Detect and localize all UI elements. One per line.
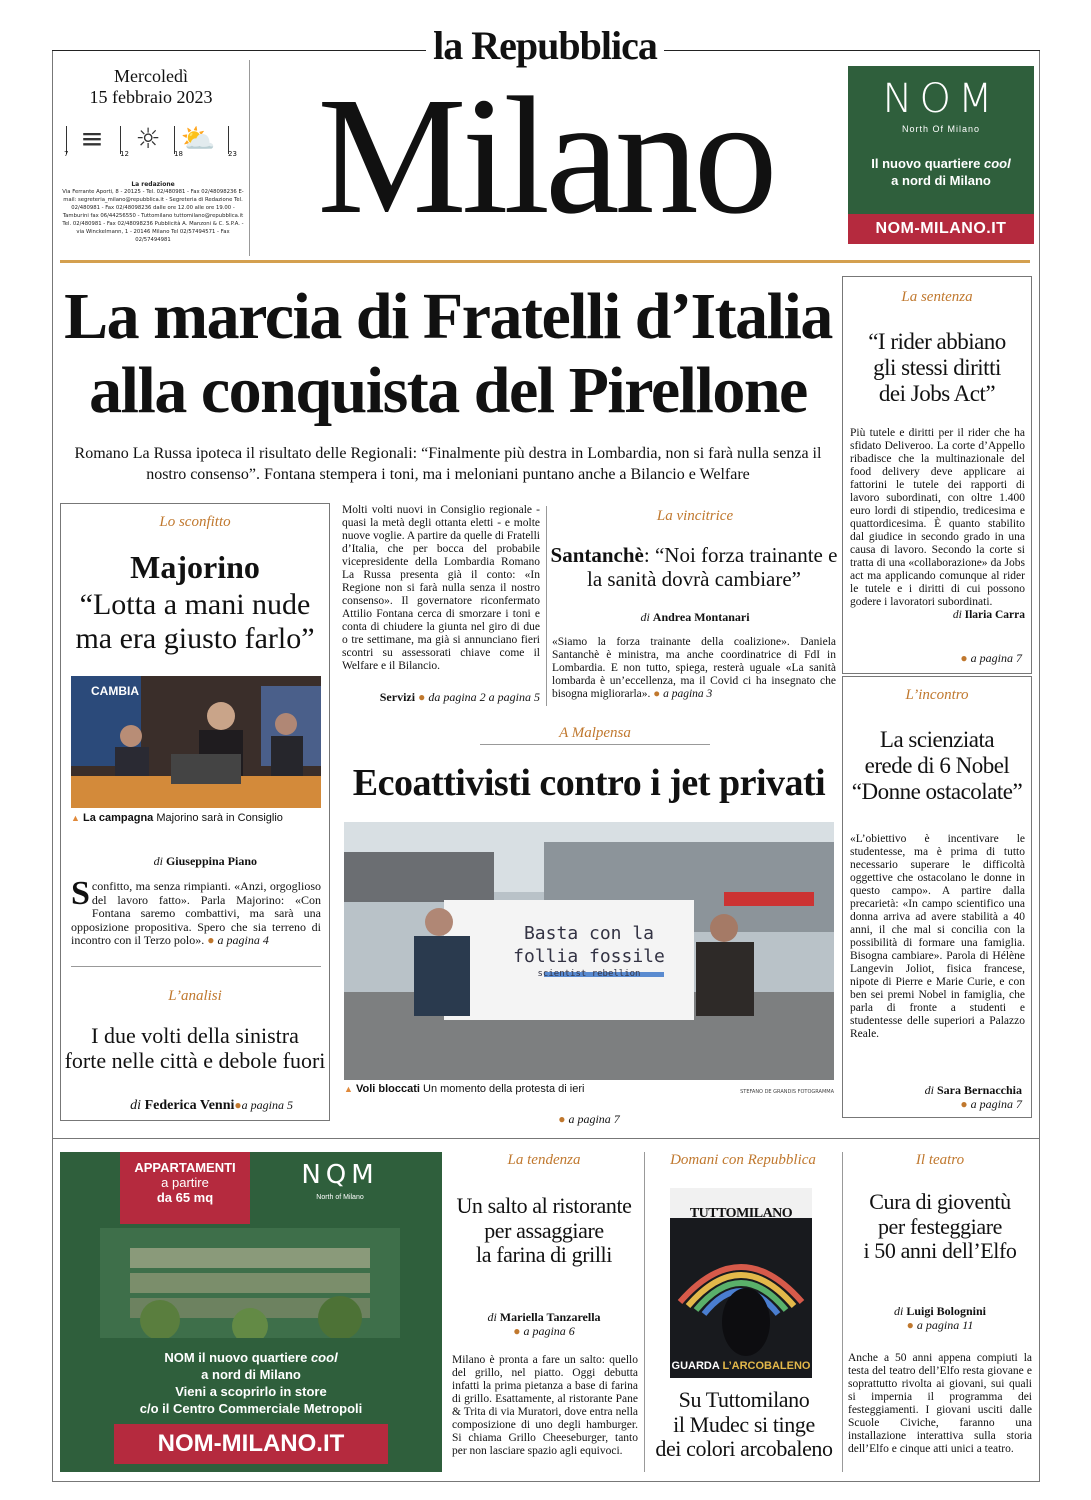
lead-body: Molti volti nuovi in Consiglio regionale - quasi la metà degli ottanta eletti - e molte nuove voglie. A partire da quelle di Fratelli d’Italia, che per bocca del probabile vicepresidente della Lombardia Romano La Russa presenta già il conto: «In Regione non si farà nulla senza il nostro consenso». Il governatore riconfermato Attilio Fontana cerca di smorzare i toni e conta di chiudere la giunta nel giro di due o tre settimane, ma già si annunciano fieri scontri su assessorati chiave come il Welfare e il Bilancio. <box>342 504 541 672</box>
banner-line: follia fossile <box>513 946 665 968</box>
ad-logo-sub: North Of Milano <box>901 124 981 134</box>
sconfitto-quote[interactable] <box>61 588 329 655</box>
sentenza-title[interactable] <box>843 329 1031 406</box>
sconfitto-body-text: confitto, ma senza rimpianti. «Anzi, orgoglioso del lavoro fatto». Parla Majorino: «Con Fontana saremo combattivi, ma sarà una opposizione propositiva. Spero che sia terreno di incontro con il Terzo polo». <box>71 879 321 948</box>
tendenza-body: Milano è pronta a fare un salto: quello del grillo, nel piatto. Oggi debutta infatti la prima pietanza a base di farina di grillo. Esattamente, al ristorante Pane & Trita di via Muratori, dove entra nella composizione di uno degli hamburger. Si chiama Grillo Cheeseburger, tanto per non lasciare spazio agli equivoci. <box>452 1354 638 1457</box>
lead-headline-line: La marcia di Fratelli d’Italia <box>64 280 832 353</box>
sconfitto-body <box>71 875 321 948</box>
page-ref-text: a pagina 7 <box>970 1097 1022 1111</box>
column-divider <box>249 60 250 256</box>
page-ref-text: da pagina 2 a pagina 5 <box>428 690 540 704</box>
title-line: erede di 6 Nobel <box>864 752 1010 778</box>
lead-servizi <box>342 690 540 705</box>
caption-triangle-icon: ▲ <box>71 813 80 823</box>
weather-strip <box>62 122 244 162</box>
vincitrice-title[interactable] <box>548 544 840 591</box>
domani-title[interactable] <box>646 1388 842 1462</box>
weather-temp: 18 <box>174 150 183 158</box>
byline-di: di <box>924 1083 934 1097</box>
lead-headline-line: alla conquista del Pirellone <box>89 353 807 427</box>
dropcap: S <box>71 875 90 912</box>
brand-logo: la Repubblica <box>433 23 657 68</box>
kicker-rule <box>480 744 710 745</box>
tendenza-page[interactable] <box>450 1324 638 1339</box>
teatro-kicker: Il teatro <box>915 1152 965 1168</box>
editorial-contacts-title: La redazione <box>131 181 175 188</box>
editorial-contacts-text: Via Ferrante Aporti, 8 - 20125 - Tel. 02/480981 - Fax 02/48098236 E-mail: segreteria_milano@repubblica.it - Segreteria di Redazione Tel. 02/480981 - Fax 02/48098236 dalle ore 12.00 alle ore 19.00 - Tamburini fax 06/44256550 - Tuttomilano tuttomilano@repubblica.it Tel. 02/480981 - Fax 02/48098236 Pubblicità A. Manzoni & C. S.P.A. - via Winckelmann, 1 - 20146 Milano Tel 02/57494571 - Fax 02/57494981 <box>62 189 244 243</box>
malpensa-page[interactable] <box>344 1112 834 1127</box>
title-line: “I rider abbiano <box>868 329 1006 354</box>
ad-logo-sub: North of Milano <box>316 1194 364 1201</box>
byline-author: Federica Venni <box>144 1098 235 1113</box>
ad-tagline-part: a nord di Milano <box>201 1366 301 1382</box>
caption-triangle-icon: ▲ <box>344 1084 353 1094</box>
weather-temp: 7 <box>64 150 69 158</box>
title-line: forte nelle città e debole fuori <box>64 1047 326 1073</box>
tendenza-kicker: La tendenza <box>507 1152 581 1168</box>
incontro-byline <box>850 1083 1022 1098</box>
page-ref[interactable]: ● a pagina 7 <box>558 1112 620 1126</box>
incontro-body: «L’obiettivo è incentivare le studentesse, ma è prima di tutto necessario superare le difficoltà oggettive che ostacolano le donne in questo campo». A partire dalla precarietà: «In campo scientifico una donna arriva ad avere stabilità a 40 anni, il che mal si concilia con la possibilità di formare una famiglia. Bisogna cambiare». Parola di Hélène Langevin Joliot, fisica francese, nipote di Pierre e Marie Curie, e con ben sei premi Nobel in famiglia, che parla di fronte a studenti e studentesse delle superiori a Palazzo Reale. <box>850 833 1025 1040</box>
malpensa-title[interactable]: Ecoattivisti contro i jet privati <box>352 762 826 804</box>
title-line: La scienziata <box>879 727 995 752</box>
cover-caption-text: GUARDA <box>671 1360 720 1372</box>
sentenza-body <box>850 427 1025 622</box>
vincitrice-body <box>552 636 836 701</box>
malpensa-kicker-text: A Malpensa <box>553 725 637 741</box>
incontro-title[interactable] <box>843 727 1031 804</box>
weather-temp: 12 <box>120 150 129 158</box>
ad-tagline-part: Vieni a scoprirlo in store <box>175 1383 327 1399</box>
majorino-caption <box>71 812 327 824</box>
editorial-contacts <box>60 180 246 245</box>
byline-di: di <box>640 610 650 624</box>
bottom-advertisement[interactable] <box>60 1152 442 1472</box>
tendenza-title[interactable] <box>448 1194 640 1268</box>
sentenza-body-text: Più tutele e diritti per il rider che ha sfidato Deliveroo. La corte d’Appello ribadisce che la multinazionale del food delivery deve applicare ai fattorini le tutele dei rapporti di lavoro subordinati, con oltre 1.400 euro lordi di stipendio, tredicesima e quattordicesima. È quanto stabilito dal giudice in secondo grado in una causa di lavoro. Secondo la corte si tratta di una «collaborazione» da Jobs act ma applicando comunque al rider le tutele e i diritti di cui possono godere i lavoratori subordinati. <box>850 427 1025 608</box>
cover-caption-accent: L’ARCOBALENO <box>722 1360 811 1372</box>
page-ref[interactable]: ● a pagina 11 <box>906 1318 974 1332</box>
edition-city: Milano <box>317 63 773 249</box>
ad-building-illustration <box>100 1228 400 1338</box>
byline-di: di <box>153 854 163 868</box>
caption-bold: Voli bloccati <box>355 1083 420 1095</box>
malpensa-caption <box>344 1083 704 1095</box>
ad-badge-line: a partire <box>161 1175 209 1190</box>
title-line: gli stessi diritti <box>873 354 1001 380</box>
vincitrice-kicker: La vincitrice <box>656 508 734 524</box>
page-ref[interactable]: ● a pagina 3 <box>653 687 713 700</box>
title-line: Un salto al ristorante <box>456 1193 632 1218</box>
protest-banner <box>494 922 684 980</box>
sentenza-kicker: La sentenza <box>901 289 973 305</box>
issue-date <box>62 66 240 107</box>
banner-line: scientist rebellion <box>537 968 641 979</box>
ad-logo: NOM <box>882 76 1000 122</box>
sentenza-byline <box>953 609 1025 622</box>
ad-tagline-part: c/o il Centro Commerciale Metropoli <box>139 1400 363 1416</box>
analisi-byline <box>71 1098 293 1114</box>
ad-logo: NQM <box>301 1160 379 1190</box>
vincitrice-body-text: «Siamo la forza trainante della coalizione». Daniela Santanchè è ministra, ma anche coordinatrice di FdI in Lombardia. E non tutto, spiega, resterà uguale «La sanità lombarda è un’eccellenza, ma il Covid ci ha insegnato che bisogna migliorarla». <box>552 636 836 700</box>
photo-credit: STEFANO DE GRANDIS FOTOGRAMMA <box>740 1089 834 1095</box>
title-line: dei colori arcobaleno <box>655 1436 833 1462</box>
title-line: la farina di grilli <box>476 1242 612 1268</box>
title-line: Cura di gioventù <box>869 1189 1011 1214</box>
title-line: dei Jobs Act” <box>878 380 996 406</box>
page-ref-text: a pagina 5 <box>241 1098 293 1112</box>
tendenza-byline <box>450 1310 638 1325</box>
cover-illustration <box>670 1222 812 1362</box>
page-ref[interactable]: ● a pagina 6 <box>513 1324 575 1338</box>
title-line: i 50 anni dell’Elfo <box>863 1238 1017 1264</box>
byline-di: di <box>130 1098 142 1113</box>
byline-di: di <box>893 1304 904 1318</box>
fog-icon: ≡ <box>80 122 104 155</box>
page-ref-text: a pagina 6 <box>523 1324 575 1338</box>
column-divider <box>546 506 547 706</box>
partly-cloudy-icon: ⛅ <box>180 122 216 155</box>
ad-badge <box>120 1152 250 1224</box>
byline-author: Giuseppina Piano <box>165 854 257 868</box>
teatro-body: Anche a 50 anni appena compiuti la testa del teatro dell’Elfo resta giovane e soprattutto rivolta ai giovani, sui quali si impernia il programma dei festeggiamenti. I giovani usciti dalle Scuole Civiche, faranno una installazione interattiva sulla storia dell’Elfo e cinque atti unici a teatro. <box>848 1352 1032 1455</box>
ad-badge-line: APPARTAMENTI <box>134 1160 236 1175</box>
lead-subhead: Romano La Russa ipoteca il risultato delle Regionali: “Finalmente più destra in Lombardia, non si farà nulla senza il nostro consenso”. Fontana stempera i toni, ma i meloniani puntano anche a Bilancio e Welfare <box>74 445 822 483</box>
issue-date-text: 15 febbraio 2023 <box>89 86 213 107</box>
vincitrice-quote: : “Noi forza trainante e la sanità dovrà cambiare” <box>587 543 838 591</box>
servizi-label: Servizi <box>379 690 416 704</box>
quote-line: “Lotta a mani nude <box>79 588 311 621</box>
byline-di: di <box>487 1310 497 1324</box>
page-ref-text: a pagina 4 <box>217 933 269 948</box>
ad-tagline <box>848 156 1034 190</box>
quote-line: ma era giusto farlo” <box>75 621 315 655</box>
analisi-title[interactable] <box>61 1024 329 1073</box>
page-ref[interactable]: ● a pagina 7 <box>960 651 1022 665</box>
byline-author: Luigi Bolognini <box>906 1304 987 1318</box>
teatro-page[interactable] <box>846 1318 1034 1333</box>
issue-day: Mercoledì <box>114 66 188 86</box>
title-line: Su Tuttomilano <box>678 1387 810 1412</box>
poster-text: CAMBIA <box>91 684 139 698</box>
incontro-box <box>842 676 1032 1118</box>
ad-url[interactable]: NOM-MILANO.IT <box>114 1424 388 1464</box>
bottom-row-divider <box>52 1138 1040 1139</box>
page-ref[interactable]: ● da pagina 2 a pagina 5 <box>418 690 540 704</box>
title-line: per assaggiare <box>484 1217 604 1243</box>
title-line: il Mudec si tinge <box>673 1411 815 1437</box>
cover-title: TUTTOMILANO <box>689 1206 793 1221</box>
page-ref-text: a pagina 3 <box>663 687 713 700</box>
sconfitto-name[interactable]: Majorino <box>130 549 260 585</box>
page-ref-text: a pagina 7 <box>970 651 1022 665</box>
title-line: I due volti della sinistra <box>91 1023 299 1048</box>
sconfitto-kicker: Lo sconfitto <box>159 514 231 530</box>
majorino-photo <box>71 676 321 808</box>
teatro-byline <box>846 1304 1034 1319</box>
analisi-kicker: L’analisi <box>168 988 222 1004</box>
tuttomilano-cover[interactable] <box>670 1188 812 1378</box>
page-ref[interactable]: ● a pagina 7 <box>960 1097 1022 1111</box>
incontro-page[interactable] <box>850 1097 1022 1112</box>
page-ref-text: a pagina 7 <box>568 1112 620 1126</box>
incontro-kicker: L’incontro <box>905 687 969 703</box>
column-divider <box>842 1152 843 1472</box>
sun-icon: ☼ <box>135 122 161 155</box>
byline-author: Mariella Tanzarella <box>499 1310 601 1324</box>
ad-tagline <box>60 1350 442 1418</box>
teatro-title[interactable] <box>844 1190 1036 1264</box>
domani-kicker: Domani con Repubblica <box>670 1152 816 1168</box>
sconfitto-box <box>60 503 330 1121</box>
ad-tagline-emph: cool <box>983 156 1011 171</box>
ad-tagline-part: a nord di Milano <box>891 172 991 188</box>
malpensa-photo <box>344 822 834 1080</box>
byline-author: Andrea Montanari <box>652 610 750 624</box>
vincitrice-name: Santanchè <box>550 543 644 567</box>
byline-di: di <box>952 608 962 621</box>
top-advertisement[interactable] <box>848 66 1034 244</box>
masthead-rule-right <box>664 50 1040 51</box>
page-ref[interactable]: ●a pagina 5 <box>234 1098 293 1112</box>
caption-bold: La campagna <box>82 812 154 824</box>
caption-text: Majorino sarà in Consiglio <box>156 812 283 824</box>
ad-tagline-part: NOM il nuovo quartiere <box>164 1350 308 1365</box>
weather-temp: 23 <box>228 150 237 158</box>
masthead-rule-left <box>52 50 426 51</box>
title-line: “Donne ostacolate” <box>851 778 1023 804</box>
gold-rule <box>60 260 1030 263</box>
column-divider <box>644 1152 645 1472</box>
ad-tagline-emph: cool <box>310 1350 338 1365</box>
vincitrice-byline <box>552 610 838 625</box>
malpensa-kicker <box>480 725 710 742</box>
ad-badge-line: da 65 mq <box>156 1190 214 1205</box>
sentenza-box <box>842 276 1032 674</box>
byline-author: Ilaria Carra <box>964 608 1025 621</box>
sentenza-page[interactable] <box>850 651 1022 666</box>
section-divider <box>71 966 321 967</box>
ad-tagline-part: Il nuovo quartiere <box>871 156 981 171</box>
lead-headline[interactable] <box>58 280 838 428</box>
sconfitto-byline <box>71 854 257 869</box>
cover-caption <box>670 1360 812 1372</box>
byline-author: Sara Bernacchia <box>937 1083 1022 1097</box>
caption-text: Un momento della protesta di ieri <box>423 1083 585 1095</box>
page-ref-text: a pagina 11 <box>916 1318 974 1332</box>
page-ref[interactable]: ● a pagina 4 <box>207 933 269 948</box>
title-line: per festeggiare <box>877 1213 1003 1239</box>
ad-url[interactable]: NOM-MILANO.IT <box>848 214 1034 244</box>
banner-line: Basta con la <box>523 923 655 944</box>
